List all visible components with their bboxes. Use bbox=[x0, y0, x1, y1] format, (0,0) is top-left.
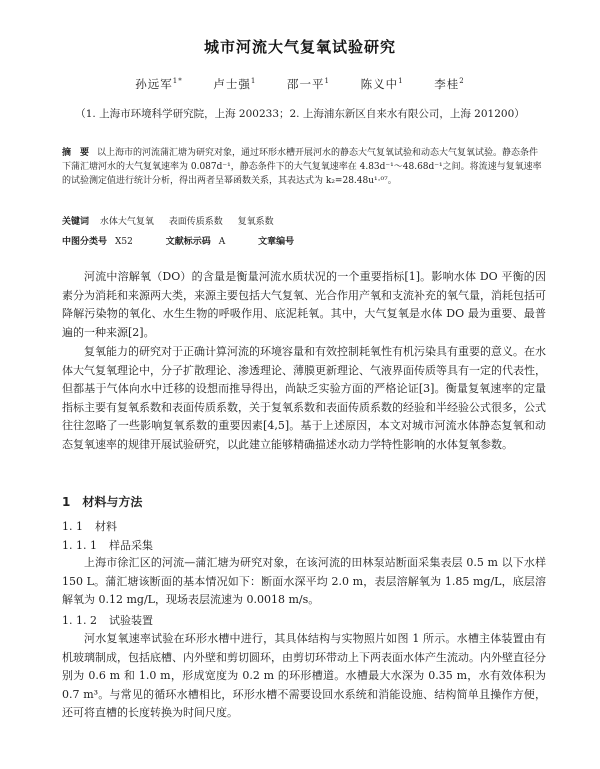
author-list bbox=[0, 76, 600, 92]
keywords bbox=[62, 214, 286, 227]
clc-label: 中图分类号 bbox=[62, 237, 108, 247]
author: 邵一平$^1$ bbox=[287, 77, 330, 91]
apparatus-paragraph: 河水复氧速率试验在环形水槽中进行，其具体结构与实物照片如图 1 所示。水槽主体装置由有机玻璃制成，包括底槽、内外壁和剪切圆环，由剪切环带动上下两表面水体产生流动。内外壁直径分别为 0.6 m 和 1.0 m，形成宽度为 0.2 m 的环形槽道。水槽最大水深为 0.35 m，水有效体积为 0.7 m³。与常见的循环水槽相比，环形水槽不需要设回水系统和消能设施、结构简单且操作方便，还可将直槽的长度转换为时间尺度。 bbox=[62, 632, 546, 719]
affiliations: （1. 上海市环境科学研究院，上海 200233；2. 上海浦东新区自来水有限公司，上海 201200） bbox=[75, 108, 525, 120]
article-number-label: 文章编号 bbox=[258, 237, 295, 247]
author: 卢士强$^1$ bbox=[213, 77, 257, 91]
author: 李桂$^2$ bbox=[434, 77, 465, 91]
abstract bbox=[62, 146, 544, 188]
subsubsection-heading: 1. 1. 2 试验装置 bbox=[62, 614, 153, 627]
author: 陈义中$^1$ bbox=[360, 77, 404, 91]
subsubsection-heading: 1. 1. 1 样品采集 bbox=[62, 539, 153, 552]
keywords-label: 关键词 bbox=[62, 217, 90, 227]
subsection-heading: 1. 1 材料 bbox=[62, 520, 117, 533]
abstract-text: 以上海市的河流蒲汇塘为研究对象，通过环形水槽开展河水的静态大气复氧试验和动态大气复氧试验。静态条件下蒲汇塘河水的大气复氧速率为 0.087d⁻¹，静态条件下的大气复氧速率在 4.83d⁻¹～48.68d⁻¹之间。将流速与复氧速率的试验测定值进行统计分析，得出两者呈幂函数关系，其表达式为 k₂=28.48u¹·⁰⁷。 bbox=[62, 148, 542, 186]
paper-title: 城市河流大气复氧试验研究 bbox=[203, 38, 396, 56]
doc-code-label: 文献标示码 bbox=[165, 237, 211, 247]
section-heading: 1 材料与方法 bbox=[62, 495, 143, 509]
keyword: 表面传质系数 bbox=[168, 217, 223, 227]
author: 孙远军$^{1*}$ bbox=[135, 77, 183, 91]
doc-code-value: A bbox=[218, 237, 226, 247]
intro-paragraph-2: 复氧能力的研究对于正确计算河流的环境容量和有效控制耗氧性有机污染具有重要的意义。在水体大气复氧理论中，分子扩散理论、渗透理论、薄膜更新理论、气液界面传质等具有一定的代表性，但都基于气体向水中迁移的设想而推导得出，尚缺乏实验方面的严格论证[3]。衡量复氧速率的定量指标主要有复氧系数和表面传质系数，关于复氧系数和表面传质系数的经验和半经验公式很多，公式往往忽略了一些影响复氧系数的重要因素[4,5]。基于上述原因，本文对城市河流水体静态复氧和动态复氧速率的规律开展试验研究，以此建立能够精确描述水动力学特性影响的水体复氧参数。 bbox=[62, 345, 546, 451]
sampling-paragraph: 上海市徐汇区的河流—蒲汇塘为研究对象，在该河流的田林泵站断面采集表层 0.5 m 以下水样 150 L。蒲汇塘该断面的基本情况如下：断面水深平均 2.0 m，表层溶解氧为 1.85 mg/L，底层溶解氧为 0.12 mg/L，现场表层流速为 0.0018 m/s。 bbox=[62, 556, 546, 606]
abstract-label: 摘 要 bbox=[62, 148, 90, 158]
keyword: 复氧系数 bbox=[237, 217, 274, 227]
intro-paragraph-1: 河流中溶解氧（DO）的含量是衡量河流水质状况的一个重要指标[1]。影响水体 DO 平衡的因素分为消耗和来源两大类，来源主要包括大气复氧、光合作用产氧和支流补充的氧气量，消耗包括可降解污染物的氧化、水生生物的呼吸作用、底泥耗氧。其中，大气复氧是水体 DO 最为重要、最普遍的一种来源[2]。 bbox=[62, 270, 546, 339]
classification-line bbox=[62, 234, 542, 247]
keyword: 水体大气复氧 bbox=[99, 217, 154, 227]
clc-value: X52 bbox=[115, 237, 133, 247]
